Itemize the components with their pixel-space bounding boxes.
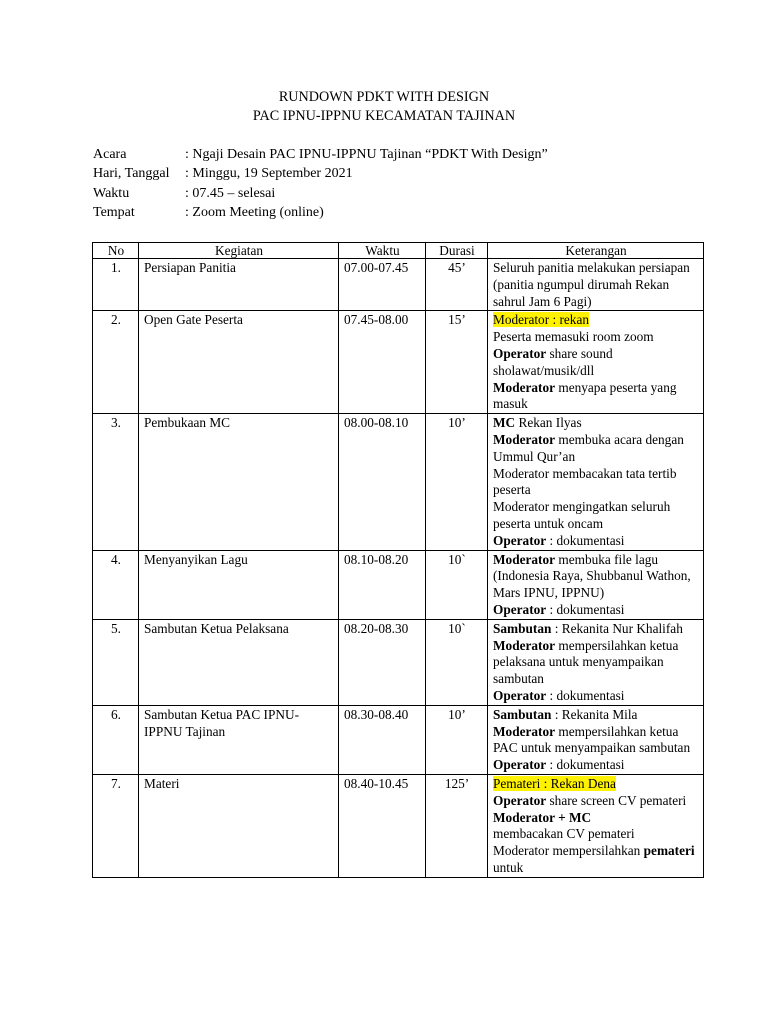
keterangan-text: mempersilahkan ketua pelaksana untuk menyampaikan sambutan bbox=[493, 637, 679, 687]
cell-kegiatan: Menyanyikan Lagu bbox=[139, 550, 339, 619]
cell-waktu: 07.00-07.45 bbox=[339, 259, 426, 311]
bold-role-label: Moderator bbox=[493, 379, 556, 395]
cell-keterangan bbox=[488, 705, 704, 774]
bold-role-label: Sambutan bbox=[493, 620, 552, 636]
table-header-row bbox=[93, 243, 704, 259]
info-label: Tempat bbox=[93, 204, 135, 220]
cell-no: 6. bbox=[93, 705, 139, 774]
info-value: : Minggu, 19 September 2021 bbox=[185, 166, 353, 182]
bold-role-label: pemateri bbox=[643, 843, 695, 859]
keterangan-text: share sound sholawat/musik/dll bbox=[493, 345, 613, 378]
table-row bbox=[93, 311, 704, 414]
cell-waktu: 08.20-08.30 bbox=[339, 619, 426, 705]
keterangan-line bbox=[493, 724, 699, 758]
header-no: No bbox=[93, 243, 139, 259]
cell-durasi: 125’ bbox=[426, 774, 488, 877]
cell-durasi: 10` bbox=[426, 550, 488, 619]
table-row bbox=[93, 550, 704, 619]
info-row-waktu bbox=[93, 184, 548, 203]
cell-durasi: 10` bbox=[426, 619, 488, 705]
header-waktu: Waktu bbox=[339, 243, 426, 259]
keterangan-line bbox=[493, 810, 699, 827]
keterangan-line bbox=[493, 793, 699, 810]
cell-keterangan bbox=[488, 619, 704, 705]
keterangan-line bbox=[493, 380, 699, 414]
table-row bbox=[93, 259, 704, 311]
info-label: Acara bbox=[93, 147, 127, 162]
keterangan-line bbox=[493, 466, 699, 500]
cell-kegiatan: Sambutan Ketua Pelaksana bbox=[139, 619, 339, 705]
cell-no: 1. bbox=[93, 259, 139, 311]
info-row-hari-tanggal bbox=[93, 164, 548, 183]
keterangan-text: Seluruh panitia melakukan persiapan (panitia ngumpul dirumah Rekan sahrul Jam 6 Pagi) bbox=[493, 260, 690, 309]
keterangan-line bbox=[493, 707, 699, 724]
keterangan-text: menyapa peserta yang masuk bbox=[493, 379, 677, 412]
keterangan-line bbox=[493, 621, 699, 638]
keterangan-text: Peserta memasuki room zoom bbox=[493, 329, 654, 345]
info-label: Hari, Tanggal bbox=[93, 166, 170, 182]
keterangan-line bbox=[493, 602, 699, 619]
keterangan-text: : Rekanita Nur Khalifah bbox=[551, 620, 683, 636]
cell-no: 2. bbox=[93, 311, 139, 414]
keterangan-text: membuka file lagu (Indonesia Raya, Shubbanul Wathon, Mars IPNU, IPPNU) bbox=[493, 551, 691, 601]
cell-kegiatan: Pembukaan MC bbox=[139, 414, 339, 550]
cell-no: 5. bbox=[93, 619, 139, 705]
info-label: Waktu bbox=[93, 185, 130, 201]
keterangan-text: mempersilahkan ketua PAC untuk menyampaikan sambutan bbox=[493, 723, 691, 756]
table-body bbox=[93, 259, 704, 878]
cell-keterangan bbox=[488, 311, 704, 414]
event-info bbox=[93, 145, 548, 222]
cell-keterangan bbox=[488, 259, 704, 311]
cell-no: 4. bbox=[93, 550, 139, 619]
cell-kegiatan: Materi bbox=[139, 774, 339, 877]
bold-role-label: Operator bbox=[493, 757, 547, 773]
table-row bbox=[93, 774, 704, 877]
keterangan-text: share screen CV pemateri bbox=[546, 792, 687, 808]
info-row-tempat bbox=[93, 203, 548, 222]
keterangan-line bbox=[493, 638, 699, 688]
info-value: : 07.45 – selesai bbox=[185, 185, 276, 201]
keterangan-text: Moderator mempersilahkan bbox=[493, 843, 644, 859]
table-row bbox=[93, 705, 704, 774]
keterangan-line bbox=[493, 432, 699, 466]
keterangan-line bbox=[493, 312, 699, 329]
cell-waktu: 07.45-08.00 bbox=[339, 311, 426, 414]
cell-waktu: 08.10-08.20 bbox=[339, 550, 426, 619]
keterangan-line bbox=[493, 346, 699, 380]
keterangan-text: : dokumentasi bbox=[546, 601, 625, 617]
keterangan-line bbox=[493, 415, 699, 432]
keterangan-text: Moderator membacakan tata tertib peserta bbox=[493, 465, 677, 498]
cell-kegiatan: Persiapan Panitia bbox=[139, 259, 339, 311]
keterangan-text: : Rekanita Mila bbox=[551, 706, 638, 722]
bold-role-label: Moderator bbox=[493, 723, 556, 739]
keterangan-line bbox=[493, 776, 699, 793]
keterangan-text: membuka acara dengan Ummul Qur’an bbox=[493, 431, 684, 464]
info-row-acara bbox=[93, 145, 548, 164]
keterangan-line bbox=[493, 826, 699, 843]
highlighted-text: Moderator : rekan bbox=[493, 312, 589, 328]
header-kegiatan: Kegiatan bbox=[139, 243, 339, 259]
info-value: : Ngaji Desain PAC IPNU-IPPNU Tajinan “PDKT With Design” bbox=[185, 147, 548, 162]
keterangan-line bbox=[493, 757, 699, 774]
bold-role-label: Moderator bbox=[493, 551, 556, 567]
keterangan-line bbox=[493, 843, 699, 877]
table-row bbox=[93, 619, 704, 705]
keterangan-text: : dokumentasi bbox=[546, 687, 625, 703]
cell-durasi: 10’ bbox=[426, 705, 488, 774]
keterangan-text: Rekan Ilyas bbox=[515, 415, 582, 431]
bold-role-label: Operator bbox=[493, 532, 547, 548]
table-row bbox=[93, 414, 704, 550]
highlighted-text: Pemateri : Rekan Dena bbox=[493, 775, 616, 791]
cell-waktu: 08.00-08.10 bbox=[339, 414, 426, 550]
keterangan-line bbox=[493, 552, 699, 602]
bold-role-label: Moderator + MC bbox=[493, 809, 592, 825]
bold-role-label: Sambutan bbox=[493, 706, 552, 722]
rundown-table bbox=[92, 242, 704, 878]
cell-durasi: 45’ bbox=[426, 259, 488, 311]
keterangan-text: : dokumentasi bbox=[546, 757, 625, 773]
cell-waktu: 08.30-08.40 bbox=[339, 705, 426, 774]
keterangan-text: : dokumentasi bbox=[546, 532, 625, 548]
bold-role-label: Operator bbox=[493, 345, 547, 361]
keterangan-line bbox=[493, 533, 699, 550]
cell-no: 3. bbox=[93, 414, 139, 550]
cell-durasi: 15’ bbox=[426, 311, 488, 414]
header-keterangan: Keterangan bbox=[488, 243, 704, 259]
keterangan-line bbox=[493, 329, 699, 346]
bold-role-label: Moderator bbox=[493, 637, 556, 653]
keterangan-text: Moderator mengingatkan seluruh peserta untuk oncam bbox=[493, 499, 671, 531]
info-value: : Zoom Meeting (online) bbox=[185, 204, 324, 220]
cell-waktu: 08.40-10.45 bbox=[339, 774, 426, 877]
document-subtitle: PAC IPNU-IPPNU KECAMATAN TAJINAN bbox=[252, 108, 516, 124]
keterangan-text: membacakan CV pemateri bbox=[493, 826, 635, 842]
bold-role-label: Operator bbox=[493, 792, 547, 808]
bold-role-label: Operator bbox=[493, 601, 547, 617]
bold-role-label: MC bbox=[493, 415, 516, 431]
document-title: RUNDOWN PDKT WITH DESIGN bbox=[278, 89, 490, 105]
keterangan-line bbox=[493, 688, 699, 705]
cell-durasi: 10’ bbox=[426, 414, 488, 550]
cell-kegiatan: Sambutan Ketua PAC IPNU-IPPNU Tajinan bbox=[139, 705, 339, 774]
cell-keterangan bbox=[488, 774, 704, 877]
keterangan-line bbox=[493, 499, 699, 533]
cell-keterangan bbox=[488, 414, 704, 550]
bold-role-label: Moderator bbox=[493, 431, 556, 447]
cell-no: 7. bbox=[93, 774, 139, 877]
header-durasi: Durasi bbox=[426, 243, 488, 259]
cell-kegiatan: Open Gate Peserta bbox=[139, 311, 339, 414]
bold-role-label: Operator bbox=[493, 687, 547, 703]
keterangan-text: untuk bbox=[493, 859, 524, 875]
cell-keterangan bbox=[488, 550, 704, 619]
keterangan-line bbox=[493, 260, 699, 310]
